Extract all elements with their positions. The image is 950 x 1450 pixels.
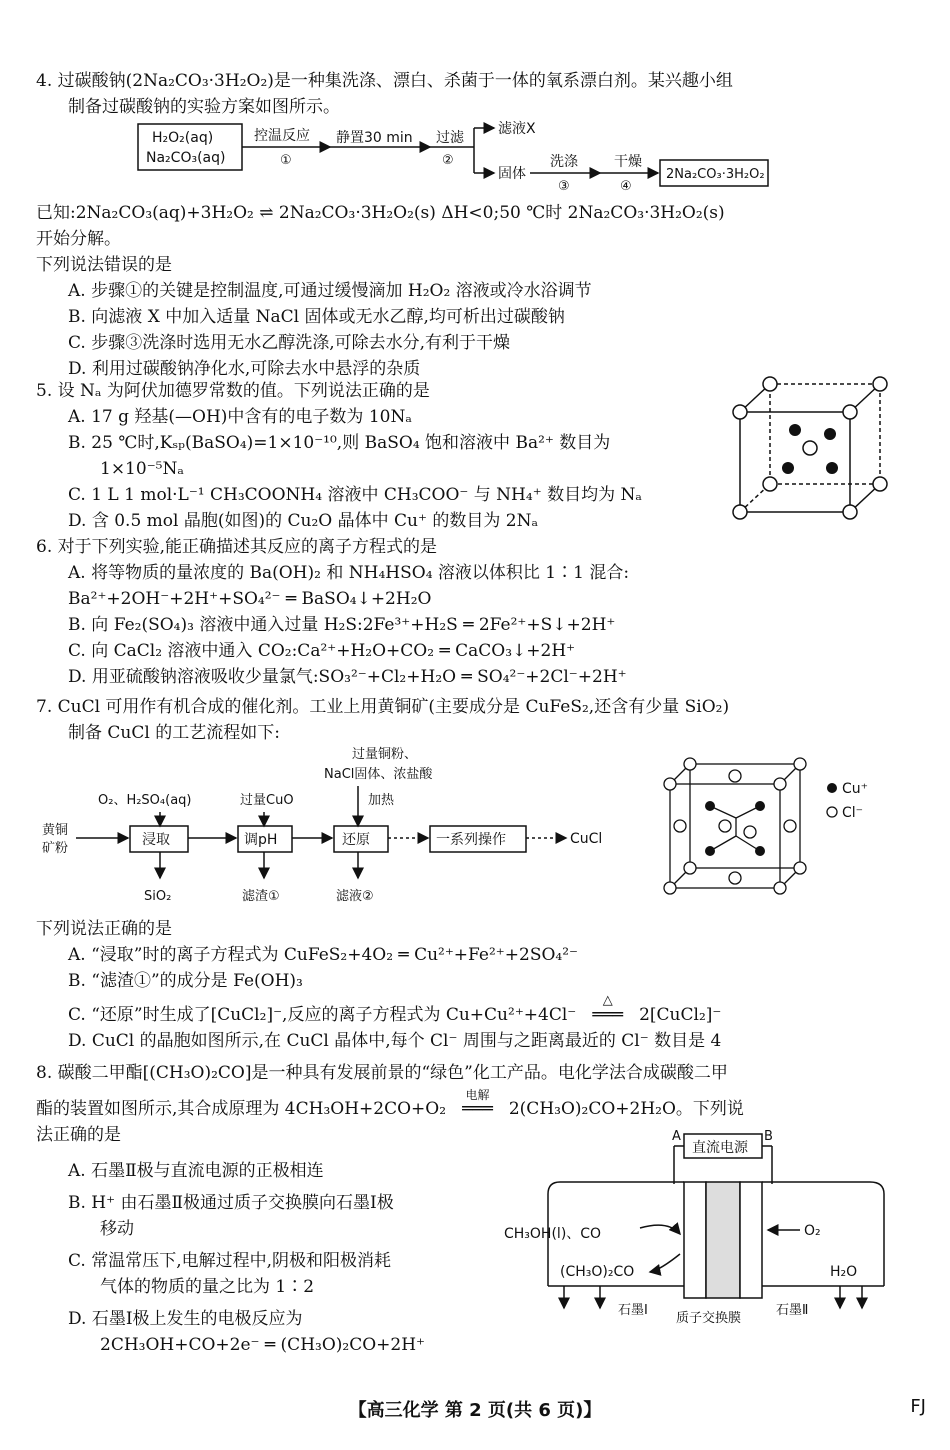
q4-step4: 干燥 (614, 154, 642, 170)
q7-box4-label: 一系列操作 (436, 832, 506, 848)
q4-option-c: C. 步骤③洗涤时选用无水乙醇洗涤,可除去水分,有利于干燥 (68, 333, 511, 353)
q8-option-b2: 移动 (100, 1219, 134, 1239)
q4-step1-no: ① (280, 153, 292, 168)
question-5 (36, 378, 726, 534)
q6-option-a1: A. 将等物质的量浓度的 Ba(OH)₂ 和 NH₄HSO₄ 溶液以体积比 1∶1 混合: (68, 563, 630, 583)
q4-option-d: D. 利用过碳酸钠净化水,可除去水中悬浮的杂质 (68, 359, 421, 379)
q5-option-a: A. 17 g 羟基(—OH)中含有的电子数为 10Nₐ (68, 407, 412, 427)
q7-body (36, 916, 926, 1054)
legend-cu: Cu⁺ (842, 781, 869, 797)
q4-option-a: A. 步骤①的关键是控制温度,可通过缓慢滴加 H₂O₂ 溶液或冷水浴调节 (68, 281, 592, 301)
cu2o-unit-cell (720, 372, 900, 522)
q8-power: 直流电源 (692, 1140, 748, 1156)
q8-electrode-1 (684, 1182, 706, 1298)
q7-stem-line1: 7. CuCl 可用作有机合成的催化剂。工业上用黄铜矿(主要成分是 CuFeS₂,还含有少量 SiO₂) (36, 697, 730, 717)
q8-stem-line2 (36, 1088, 926, 1122)
q8-stem-line3: 法正确的是 (36, 1125, 121, 1145)
q4-product: 2Na₂CO₃·3H₂O₂ (666, 167, 765, 182)
q8-option-a: A. 石墨Ⅱ极与直流电源的正极相连 (68, 1161, 324, 1181)
q8-electrode-2 (740, 1182, 762, 1298)
q4-step3-no: ③ (558, 179, 570, 194)
q8-options (36, 1158, 506, 1358)
cucl-unit-cell (660, 756, 930, 896)
q8-stem-2a: 酯的装置如图所示,其合成原理为 4CH₃OH+2CO+O₂ (36, 1099, 447, 1119)
q8-elec1-label: 石墨Ⅰ (618, 1303, 648, 1318)
q4-flow-diagram (130, 118, 770, 194)
q7-out2: 滤渣① (242, 889, 280, 904)
q7-stem-line2: 制备 CuCl 的工艺流程如下: (68, 723, 280, 743)
q7-option-c-arrow: △ ═══ (582, 1002, 634, 1028)
q7-input1: O₂、H₂SO₄(aq) (98, 793, 192, 808)
legend-cl: Cl⁻ (842, 805, 864, 821)
question-4 (36, 68, 926, 120)
q5-option-c: C. 1 L 1 mol·L⁻¹ CH₃COONH₄ 溶液中 CH₃COO⁻ 与 NH₄⁺ 数目均为 Nₐ (68, 485, 642, 505)
q8-elec2-label: 石墨Ⅱ (776, 1303, 809, 1318)
q8-stem-arrow: 电解 ═══ (451, 1096, 503, 1122)
q4-step2: 过滤 (436, 130, 464, 146)
q8-in-right: O₂ (804, 1223, 821, 1239)
q8-label-b: B (764, 1129, 773, 1144)
question-6 (36, 534, 926, 690)
q4-start-1: H₂O₂(aq) (152, 130, 214, 146)
q8-membrane-label: 质子交换膜 (676, 1311, 742, 1326)
q7-input2: 过量CuO (240, 793, 294, 808)
q7-raw-1: 黄铜 (42, 823, 69, 838)
q7-raw-2: 矿粉 (42, 841, 69, 856)
q7-box2-label: 调pH (244, 832, 278, 848)
q8-option-d1: D. 石墨Ⅰ极上发生的电极反应为 (68, 1309, 303, 1329)
q4-step4-no: ④ (620, 179, 632, 194)
q8-option-d2: 2CH₃OH+CO+2e⁻ ═ (CH₃O)₂CO+2H⁺ (100, 1335, 426, 1355)
q7-option-a: A. “浸取”时的离子方程式为 CuFeS₂+4O₂ ═ Cu²⁺+Fe²⁺+2SO₄²⁻ (68, 945, 579, 965)
page-footer: 【高三化学 第 2 页(共 6 页)】 (348, 1400, 602, 1421)
q8-out-left: (CH₃O)₂CO (560, 1264, 635, 1280)
q5-option-d: D. 含 0.5 mol 晶胞(如图)的 Cu₂O 晶体中 Cu⁺ 的数目为 2Nₐ (68, 511, 539, 531)
q4-start-2: Na₂CO₃(aq) (146, 150, 226, 166)
q8-out-right: H₂O (830, 1264, 858, 1280)
q7-option-c-pre: C. “还原”时生成了[CuCl₂]⁻,反应的离子方程式为 Cu+Cu²⁺+4Cl⁻ (68, 1005, 577, 1025)
q4-rest: 静置30 min (336, 130, 413, 146)
q6-option-a2: Ba²⁺+2OH⁻+2H⁺+SO₄²⁻ ═ BaSO₄↓+2H₂O (68, 589, 432, 609)
q7-box1-label: 浸取 (142, 832, 170, 848)
q6-option-d: D. 用亚硫酸钠溶液吸收少量氯气:SO₃²⁻+Cl₂+H₂O ═ SO₄²⁻+2Cl⁻+2H⁺ (68, 667, 627, 687)
q4-question: 下列说法错误的是 (36, 255, 172, 275)
q7-question: 下列说法正确的是 (36, 919, 172, 939)
q8-electrolysis-diagram (500, 1124, 920, 1334)
page-code: FJ (910, 1396, 926, 1417)
q7-input3b: NaCl固体、浓盐酸 (324, 767, 433, 782)
q7-option-c (36, 993, 926, 1028)
q5-option-b2: 1×10⁻⁵Nₐ (100, 459, 184, 479)
q6-stem: 6. 对于下列实验,能正确描述其反应的离子方程式的是 (36, 537, 438, 557)
q6-option-c: C. 向 CaCl₂ 溶液中通入 CO₂:Ca²⁺+H₂O+CO₂ ═ CaCO₃↓+2H⁺ (68, 641, 576, 661)
q8-in-left: CH₃OH(l)、CO (504, 1226, 602, 1242)
q8-option-c1: C. 常温常压下,电解过程中,阴极和阳极消耗 (68, 1251, 392, 1271)
q7-option-c-cond: △ (602, 993, 613, 1008)
q8-membrane (706, 1182, 740, 1298)
q8-option-c2: 气体的物质的量之比为 1∶2 (100, 1277, 315, 1297)
q4-step1: 控温反应 (254, 128, 310, 144)
q5-option-b1: B. 25 ℃时,Kₛₚ(BaSO₄)=1×10⁻¹⁰,则 BaSO₄ 饱和溶液中 Ba²⁺ 数目为 (68, 433, 611, 453)
q8-option-b1: B. H⁺ 由石墨Ⅱ极通过质子交换膜向石墨Ⅰ极 (68, 1193, 394, 1213)
q4-filtrate: 滤液X (498, 121, 536, 137)
q7-flow-diagram (36, 742, 636, 912)
q4-option-b: B. 向滤液 X 中加入适量 NaCl 固体或无水乙醇,均可析出过碳酸钠 (68, 307, 565, 327)
q7-option-d: D. CuCl 的晶胞如图所示,在 CuCl 晶体中,每个 Cl⁻ 周围与之距离最近的 Cl⁻ 数目是 4 (68, 1031, 722, 1051)
q5-stem: 5. 设 Nₐ 为阿伏加德罗常数的值。下列说法正确的是 (36, 381, 430, 401)
q4-stem-line1: 4. 过碳酸钠(2Na₂CO₃·3H₂O₂)是一种集洗涤、漂白、杀菌于一体的氧系漂白剂。某兴趣小组 (36, 71, 733, 91)
q6-option-b: B. 向 Fe₂(SO₄)₃ 溶液中通入过量 H₂S:2Fe³⁺+H₂S ═ 2Fe²⁺+S↓+2H⁺ (68, 615, 616, 635)
q4-known-2: 开始分解。 (36, 229, 121, 249)
q7-box3-label: 还原 (342, 832, 370, 848)
q8-stem-2b: 2(CH₃O)₂CO+2H₂O。下列说 (508, 1099, 744, 1119)
q7-option-b: B. “滤渣①”的成分是 Fe(OH)₃ (68, 971, 303, 991)
q4-step3: 洗涤 (550, 154, 578, 170)
q4-body (36, 200, 926, 382)
q7-input3a: 过量铜粉、 (352, 747, 418, 762)
q4-solid: 固体 (498, 166, 526, 182)
q7-heat: 加热 (368, 793, 395, 808)
q7-out1: SiO₂ (144, 889, 172, 904)
q7-out3: 滤液② (336, 889, 374, 904)
q7-product: CuCl (570, 831, 603, 847)
q7-option-c-post: 2[CuCl₂]⁻ (639, 1005, 722, 1025)
q8-label-a: A (672, 1129, 681, 1144)
q8-stem-cond: 电解 (465, 1088, 490, 1102)
q4-stem-line2: 制备过碳酸钠的实验方案如图所示。 (68, 97, 340, 117)
q8-stem-line1: 8. 碳酸二甲酯[(CH₃O)₂CO]是一种具有发展前景的“绿色”化工产品。电化学法合成碳酸二甲 (36, 1063, 728, 1083)
q4-step2-no: ② (442, 153, 454, 168)
question-7 (36, 694, 926, 746)
q4-known-1: 已知:2Na₂CO₃(aq)+3H₂O₂ ⇌ 2Na₂CO₃·3H₂O₂(s) ΔH<0;50 ℃时 2Na₂CO₃·3H₂O₂(s) (36, 203, 725, 223)
